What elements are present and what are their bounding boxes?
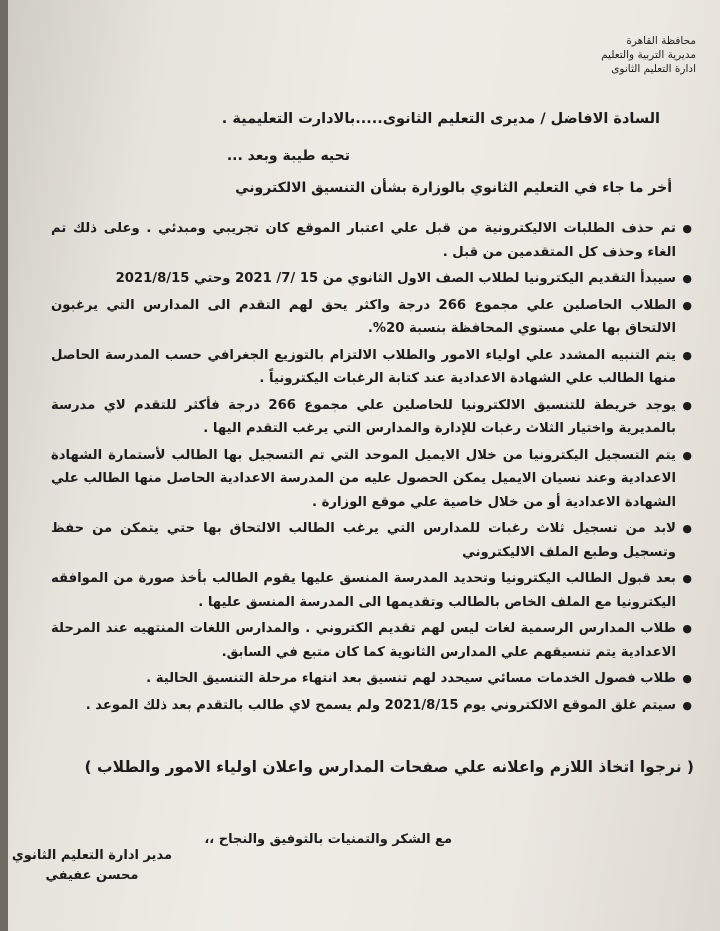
list-item-text: سيتم غلق الموقع الالكتروني يوم 2021/8/15 ولم يسمح لاي طالب بالتقدم بعد ذلك الموعد . — [85, 697, 676, 713]
list-item-text: طلاب فصول الخدمات مسائي سيحدد لهم تنسيق بعد انتهاء مرحلة التنسيق الحالية . — [146, 671, 676, 686]
list-item — [51, 217, 692, 264]
list-item — [51, 517, 692, 564]
list-item-text: يتم التنبيه المشدد علي اولياء الامور والطلاب الالتزام بالتوزيع الجغرافي حسب المدرسة الحاصل منها الطالب علي الشهادة الاعدادية عند كتابة الرغبات اليكترونياً . — [51, 347, 676, 386]
list-item — [51, 667, 692, 691]
letter-page — [8, 0, 720, 931]
bullet-icon: ● — [682, 522, 692, 535]
bullet-icon: ● — [682, 672, 692, 685]
list-item — [51, 267, 692, 291]
bullet-icon: ● — [682, 448, 692, 462]
list-item — [51, 444, 692, 515]
bullet-icon: ● — [682, 622, 692, 635]
bullet-icon: ● — [682, 348, 692, 362]
signatory-name: محسن عفيفي — [45, 868, 139, 883]
list-item-text: يتم التسجيل اليكترونيا من خلال الايميل الموحد التي تم التسجيل بها الطالب لأستمارة الشهادة الاعدادية وعند نسيان الايميل يمكن الحصول عليه من المدرسة الاعدادية الحاصل منها الطالب علي الشهادة الاعدادية أو من خلال خاصية علي موقع الوزارة . — [51, 447, 676, 510]
bullet-icon: ● — [682, 572, 692, 585]
bullet-icon: ● — [682, 272, 692, 285]
list-item — [51, 294, 692, 341]
org-line-administration: ادارة التعليم الثانوى — [611, 63, 696, 75]
bullet-icon: ● — [682, 222, 692, 235]
organization-header — [601, 34, 696, 76]
org-line-governorate: محافظة القاهرة — [626, 35, 696, 47]
list-item — [51, 567, 692, 614]
bullet-icon: ● — [682, 698, 692, 712]
letter-greeting: السادة الافاضل / مديرى التعليم الثانوى.....بالادارت التعليمية . — [221, 111, 660, 127]
letter-request: ( نرجوا اتخاذ اللازم واعلانه علي صفحات المدارس واعلان اولياء الامور والطلاب ) — [84, 758, 694, 776]
bullet-icon: ● — [682, 398, 692, 412]
list-item — [51, 617, 692, 664]
signatory-title: مدير ادارة التعليم الثانوي — [11, 848, 172, 863]
list-item — [51, 394, 692, 441]
letter-salutation: تحيه طيبة وبعد ... — [226, 148, 350, 164]
list-item-text: لابد من تسجيل ثلاث رغبات للمدارس التي يرغب الطالب الالتحاق بها حتي يتمكن من حفظ وتسجيل وطبع الملف الاليكتروني — [51, 521, 676, 560]
list-item-text: تم حذف الطلبات الاليكترونية من قبل علي اعتبار الموقع كان تجريبي ومبدئي . وعلى ذلك تم الغاء وحذف كل المتقدمين من قبل . — [51, 221, 676, 260]
bullet-icon: ● — [682, 298, 692, 312]
announcement-list — [51, 217, 692, 720]
letter-closing: مع الشكر والتمنيات بالتوفيق والنجاح ،، — [204, 832, 452, 847]
list-item-text: بعد قبول الطالب اليكترونيا وتحديد المدرسة المنسق عليها يقوم الطالب بأخذ صورة من الموافقه اليكترونيا مع الملف الخاص بالطالب وتقديمها الى المدرسة المنسق عليها . — [51, 571, 676, 610]
letter-intro: أخر ما جاء في التعليم الثانوي بالوزارة بشأن التنسيق الالكتروني — [235, 180, 672, 196]
list-item — [51, 694, 692, 718]
list-item — [51, 344, 692, 391]
signature-block — [12, 846, 172, 886]
list-item-text: طلاب المدارس الرسمية لغات ليس لهم تقديم الكتروني . والمدارس اللغات المنتهيه عند المرحلة الاعدادية يتم تنسيقهم علي المدارس الثانوية كما كان متبع في السابق. — [51, 621, 676, 660]
org-line-directorate: مديرية التربية والتعليم — [601, 49, 696, 61]
list-item-text: الطلاب الحاصلين علي مجموع 266 درجة واكثر يحق لهم التقدم الى المدارس التي يرغبون الالتحاق بها علي مستوي المحافظة بنسبة 20%. — [51, 297, 677, 336]
list-item-text: سيبدأ التقديم اليكترونيا لطلاب الصف الاول الثانوي من 15 /7/ 2021 وحتي 2021/8/15 — [115, 271, 676, 286]
list-item-text: يوجد خريطة للتنسيق الالكترونيا للحاصلين علي مجموع 266 درجة فأكثر للتقدم لاي مدرسة بالمديرية واختيار الثلاث رغبات للإدارة والمدارس التي يرغب التقدم اليها . — [51, 397, 676, 436]
